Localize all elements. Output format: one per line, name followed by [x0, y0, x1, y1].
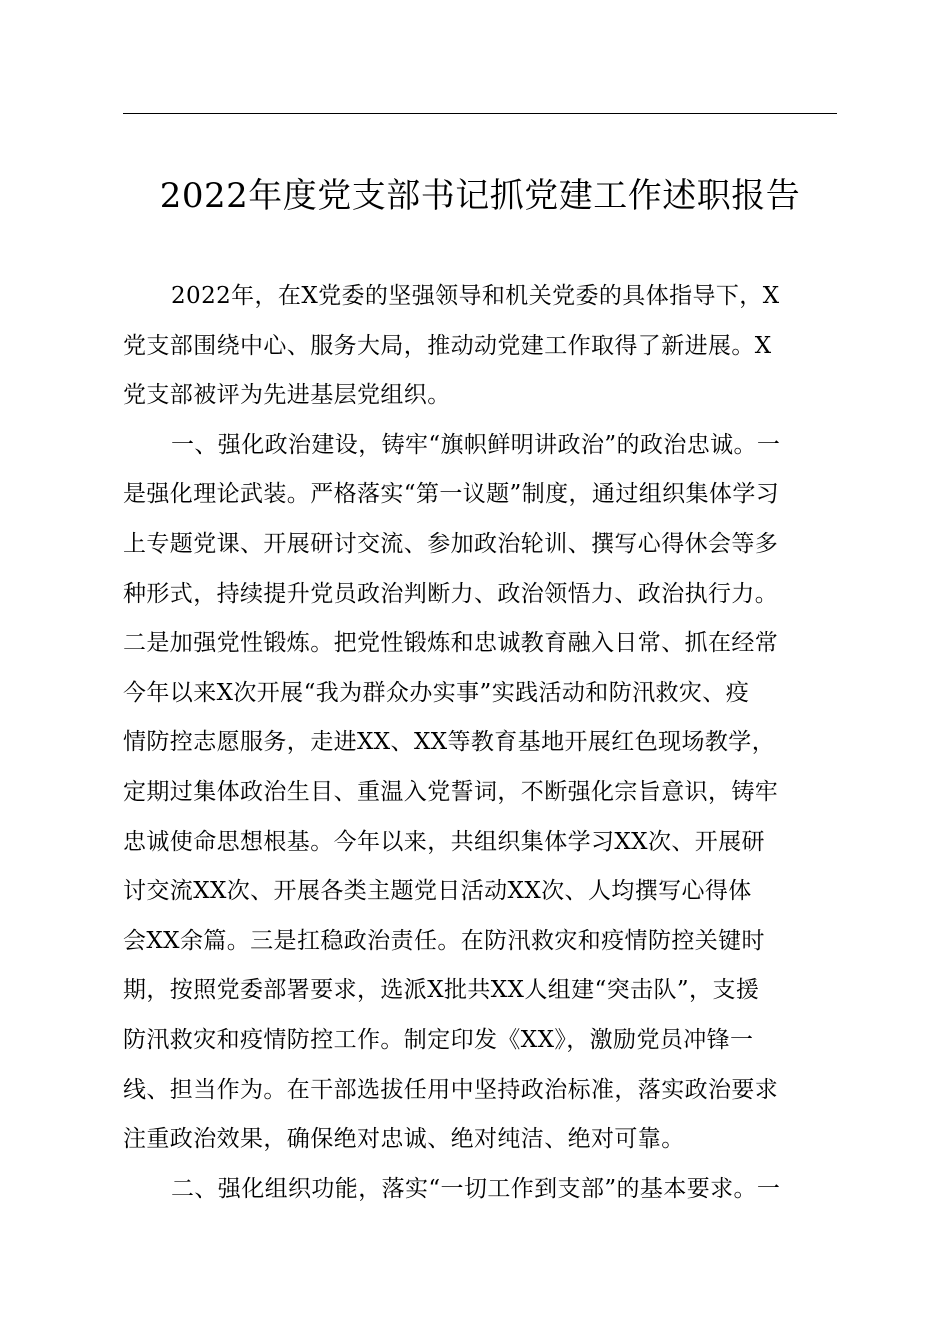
text-line: 上专题党课、开展研讨交流、参加政治轮训、撰写心得休会等多	[123, 530, 779, 557]
text-line: 情防控志愿服务，走进XX、XX等教育基地开展红色现场教学，	[123, 729, 776, 756]
text-line: 定期过集体政治生目、重温入党誓词，不断强化宗旨意识，铸牢	[123, 778, 779, 805]
text-line: 党支部围绕中心、服务大局，推动动党建工作取得了新进展。X	[123, 332, 772, 359]
document-title: 2022年度党支部书记抓党建工作述职报告	[159, 176, 801, 216]
text-line: 注重政治效果，确保绝对忠诚、绝对纯洁、绝对可靠。	[123, 1126, 685, 1153]
text-line: 线、担当作为。在干部选拔任用中坚持政治标准，落实政治要求	[123, 1076, 779, 1103]
paragraph-intro	[123, 272, 837, 421]
text-line: 二、强化组织功能，落实“一切工作到支部”的基本要求。一	[171, 1175, 781, 1202]
text-line: 讨交流XX次、开展各类主题党日活动XX次、人均撰写心得体	[123, 878, 752, 905]
text-line: 是强化理论武装。严格落实“第一议题”制度，通过组织集体学习	[123, 481, 780, 508]
document-body	[123, 272, 837, 1214]
text-line: 种形式，持续提升党员政治判断力、政治领悟力、政治执行力。	[123, 580, 779, 607]
text-line: 期，按照党委部署要求，选派X批共XX人组建“突击队”，支援	[123, 977, 760, 1004]
text-line: 2022年，在X党委的坚强领导和机关党委的具体指导下，X	[171, 283, 780, 309]
header-rule	[123, 113, 837, 114]
text-line: 二是加强党性锻炼。把党性锻炼和忠诚教育融入日常、抓在经常	[123, 630, 779, 657]
text-line: 防汛救灾和疫情防控工作。制定印发《XX》，激励党员冲锋一	[123, 1026, 754, 1053]
paragraph-section-2	[123, 1165, 837, 1215]
text-line: 党支部被评为先进基层党组织。	[123, 382, 451, 409]
text-line: 今年以来X次开展“我为群众办实事”实践活动和防汛救灾、疫	[123, 679, 750, 706]
text-line: 会XX余篇。三是扛稳政治责任。在防汛救灾和疫情防控关键时	[123, 927, 765, 954]
paragraph-section-1	[123, 421, 837, 1165]
text-line: 一、强化政治建设，铸牢“旗帜鲜明讲政治”的政治忠诚。一	[171, 431, 781, 458]
text-line: 忠诚使命思想根基。今年以来，共组织集体学习XX次、开展研	[123, 828, 765, 855]
